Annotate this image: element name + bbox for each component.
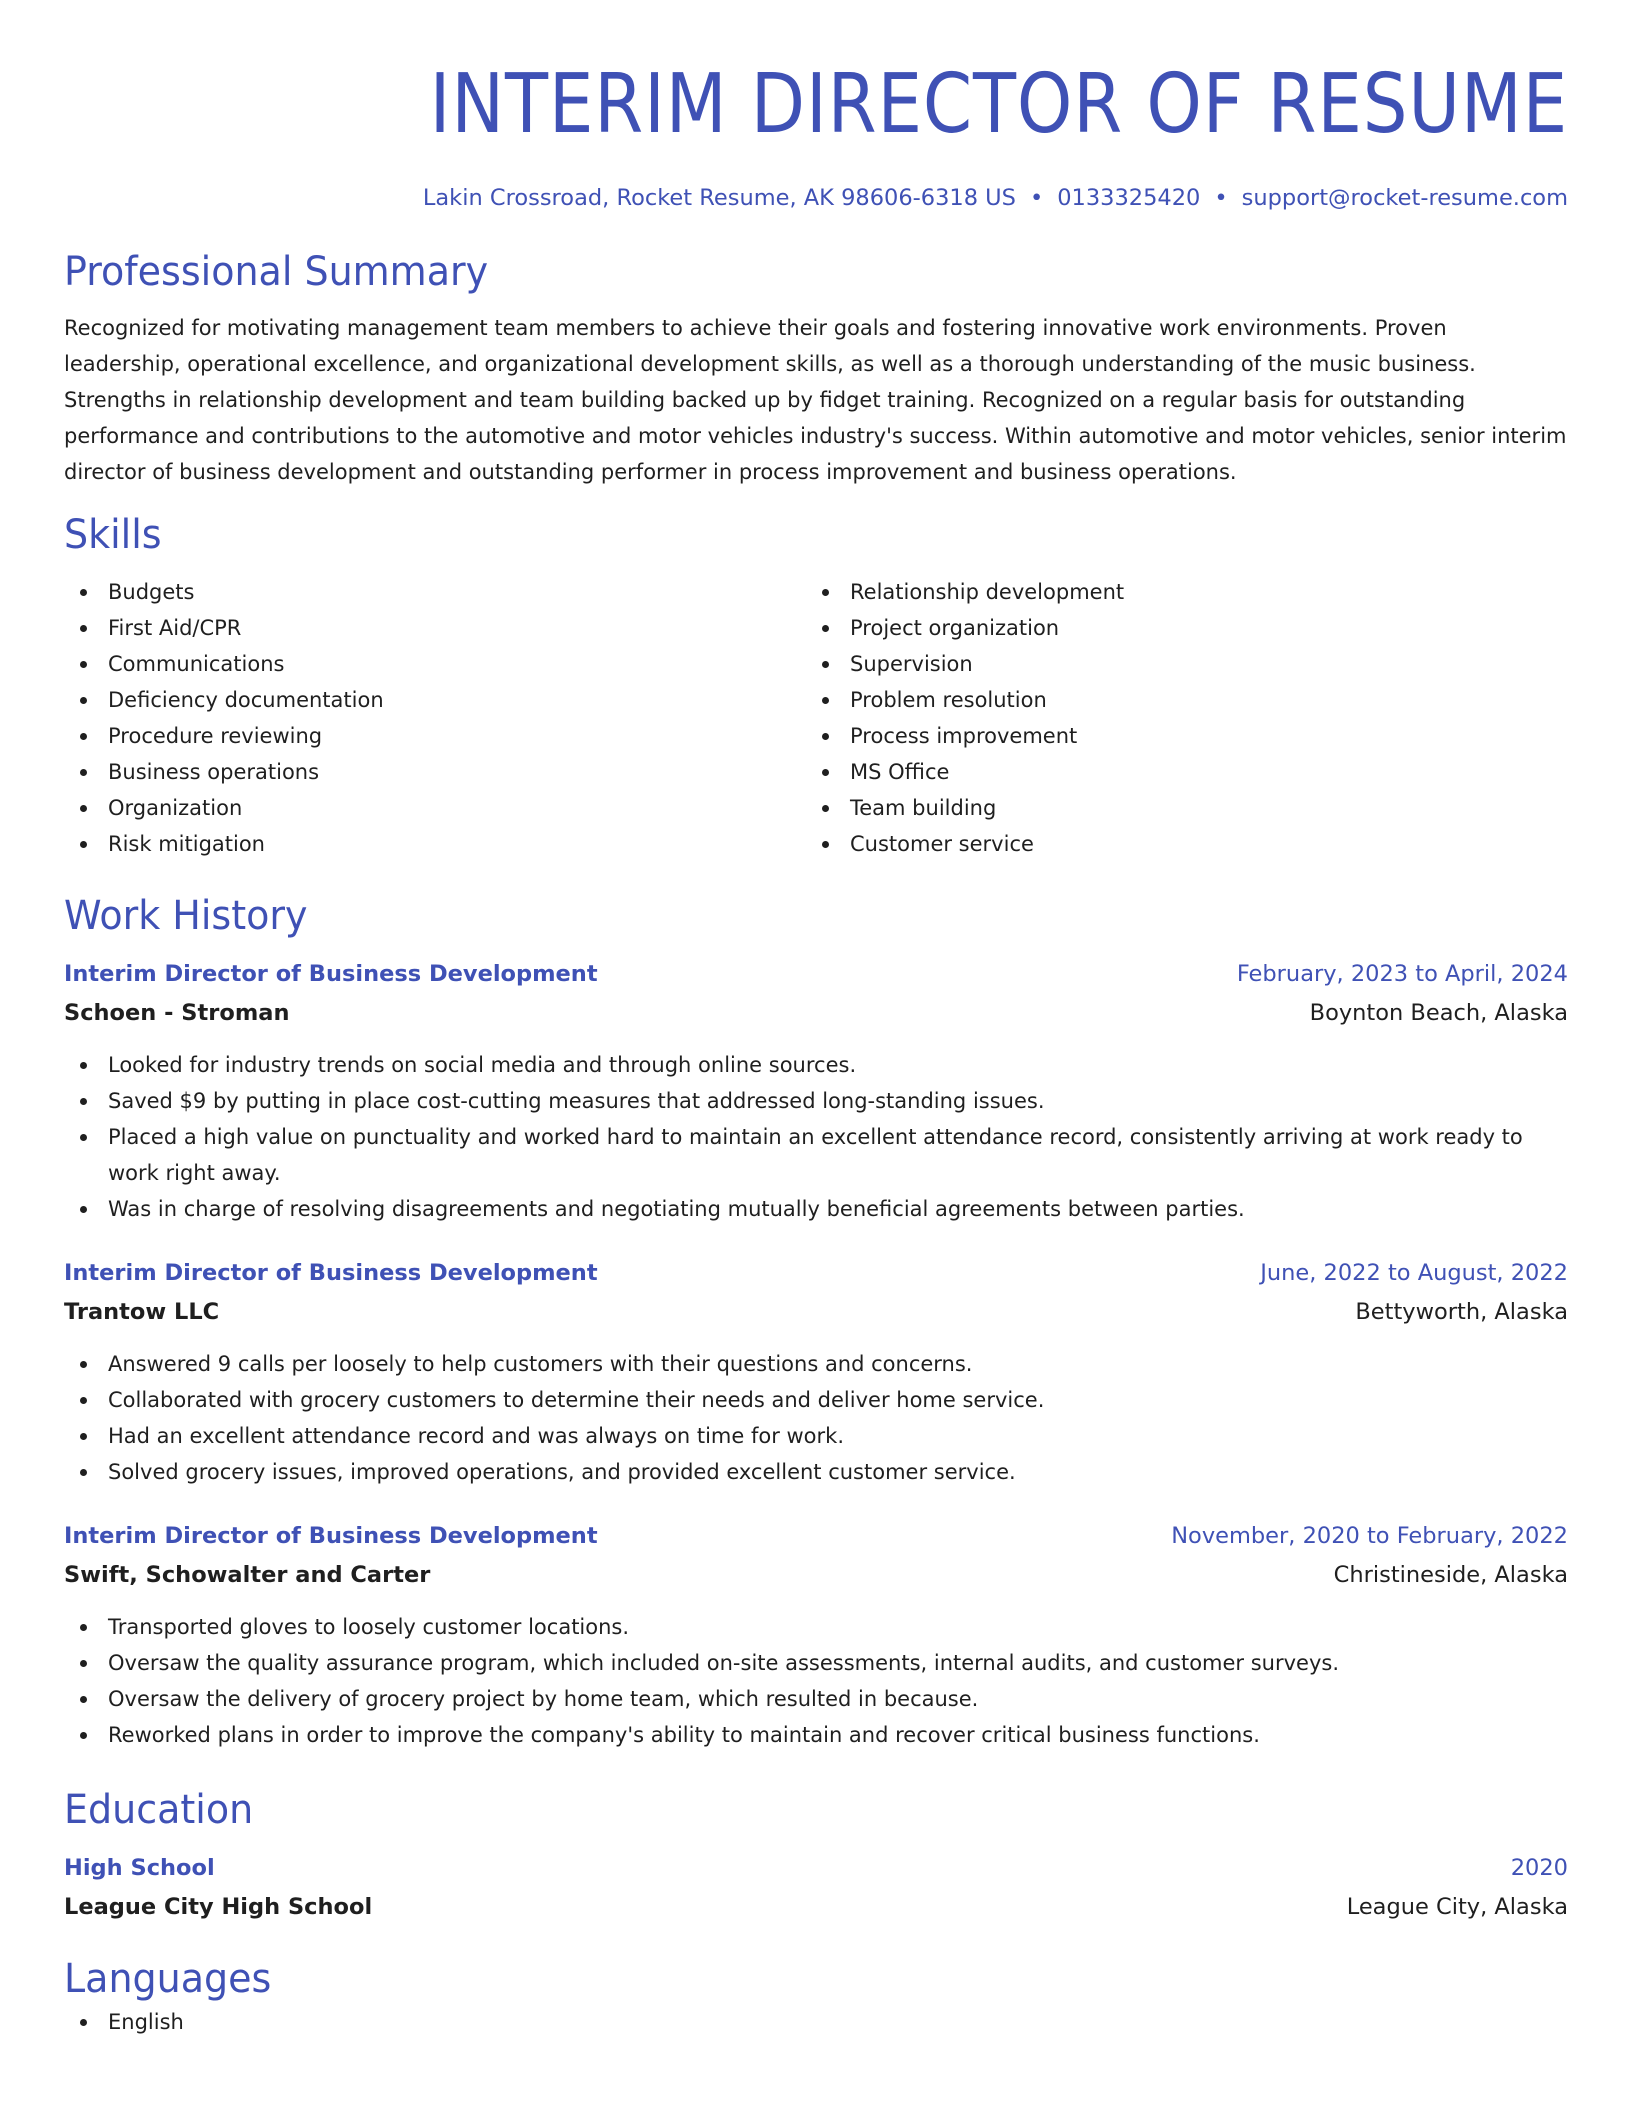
skill-item: Risk mitigation (64, 826, 806, 862)
language-item: English (64, 2004, 1568, 2040)
company-name: Trantow LLC (64, 1299, 220, 1325)
email-link[interactable]: support@rocket-resume.com (1241, 185, 1568, 211)
job-header-row (64, 1255, 1568, 1291)
languages-section (64, 1954, 1568, 2040)
education-heading: Education (64, 1787, 254, 1833)
job-location: Boynton Beach, Alaska (1309, 1000, 1568, 1026)
job-bullet: Answered 9 calls per loosely to help customers with their questions and concerns. (64, 1346, 1568, 1382)
summary-text: Recognized for motivating management team members to achieve their goals and fostering innovative work environments. Proven leadership, operational excellence, and organizational development skills, as well as a thorough understanding of the music business. Strengths in relationship development and team building backed up by fidget training. Recognized on a regular basis for outstanding performance and contributions to the automotive and motor vehicles industry's success. Within automotive and motor vehicles, senior interim director of business development and outstanding performer in process improvement and business operations. (64, 316, 1567, 484)
skill-item: MS Office (806, 754, 1548, 790)
job-dates: June, 2022 to August, 2022 (1260, 1260, 1568, 1286)
job-company-row (64, 1554, 1568, 1593)
languages-heading: Languages (64, 1956, 272, 2002)
job-bullet: Had an excellent attendance record and was always on time for work. (64, 1418, 1568, 1454)
job-location: Christineside, Alaska (1333, 1562, 1568, 1588)
company-name: Swift, Schowalter and Carter (64, 1562, 431, 1588)
skill-item: Supervision (806, 646, 1548, 682)
skill-item: Budgets (64, 574, 806, 610)
skill-item: Communications (64, 646, 806, 682)
separator-dot: • (1214, 185, 1228, 211)
job-header-row (64, 1518, 1568, 1554)
skill-item: Problem resolution (806, 682, 1548, 718)
skills-grid (64, 574, 1568, 862)
skill-item: Procedure reviewing (64, 718, 806, 754)
job-bullet: Transported gloves to loosely customer locations. (64, 1609, 1568, 1645)
job-company-row (64, 992, 1568, 1031)
job-bullet: Oversaw the delivery of grocery project by home team, which resulted in because. (64, 1681, 1568, 1717)
skill-item: Project organization (806, 610, 1548, 646)
skills-column-right (806, 574, 1548, 862)
school-location: League City, Alaska (1346, 1894, 1568, 1920)
skill-item: Team building (806, 790, 1548, 826)
job-bullet: Placed a high value on punctuality and worked hard to maintain an excellent attendance record, consistently arriving at work ready to work right away. (64, 1119, 1568, 1191)
job-bullet: Looked for industry trends on social media and through online sources. (64, 1047, 1568, 1083)
job-title: Interim Director of Business Development (64, 961, 598, 987)
job-bullet: Was in charge of resolving disagreements and negotiating mutually beneficial agreements between parties. (64, 1191, 1568, 1227)
job-location: Bettyworth, Alaska (1355, 1299, 1568, 1325)
languages-list (64, 2004, 1568, 2040)
job-bullets (64, 1346, 1568, 1490)
job-dates: November, 2020 to February, 2022 (1171, 1523, 1568, 1549)
job-header-row (64, 956, 1568, 992)
job-dates: February, 2023 to April, 2024 (1236, 961, 1568, 987)
work-history-section (64, 891, 1568, 1753)
work-history-heading: Work History (64, 893, 308, 939)
graduation-year: 2020 (1510, 1855, 1568, 1881)
skills-heading: Skills (64, 512, 162, 558)
phone: 0133325420 (1057, 185, 1201, 211)
job-entry (64, 956, 1568, 1227)
company-name: Schoen - Stroman (64, 1000, 290, 1026)
summary-section (64, 247, 1568, 490)
education-section (64, 1785, 1568, 1925)
job-bullets (64, 1609, 1568, 1753)
education-school-row (64, 1886, 1568, 1925)
job-bullet: Collaborated with grocery customers to determine their needs and deliver home service. (64, 1382, 1568, 1418)
job-bullet: Saved $9 by putting in place cost-cutting measures that addressed long-standing issues. (64, 1083, 1568, 1119)
resume-header (64, 0, 1568, 214)
education-header-row (64, 1850, 1568, 1886)
contact-line (64, 182, 1568, 214)
job-entry (64, 1255, 1568, 1490)
education-entry (64, 1850, 1568, 1925)
job-entry (64, 1518, 1568, 1753)
job-bullet: Oversaw the quality assurance program, which included on-site assessments, internal audits, and customer surveys. (64, 1645, 1568, 1681)
skills-list-left (64, 574, 806, 862)
summary-heading: Professional Summary (64, 249, 489, 295)
job-bullets (64, 1047, 1568, 1227)
address: Lakin Crossroad, Rocket Resume, AK 98606-6318 US (422, 185, 1016, 211)
skill-item: Customer service (806, 826, 1548, 862)
school-name: League City High School (64, 1894, 373, 1920)
skill-item: Organization (64, 790, 806, 826)
skills-section (64, 510, 1568, 862)
job-bullet: Solved grocery issues, improved operations, and provided excellent customer service. (64, 1454, 1568, 1490)
skill-item: Relationship development (806, 574, 1548, 610)
skills-column-left (64, 574, 806, 862)
skill-item: Business operations (64, 754, 806, 790)
job-title: Interim Director of Business Development (64, 1523, 598, 1549)
job-bullet: Reworked plans in order to improve the company's ability to maintain and recover critical business functions. (64, 1717, 1568, 1753)
skill-item: First Aid/CPR (64, 610, 806, 646)
skill-item: Process improvement (806, 718, 1548, 754)
separator-dot: • (1029, 185, 1044, 211)
degree: High School (64, 1855, 215, 1881)
skill-item: Deficiency documentation (64, 682, 806, 718)
candidate-name: INTERIM DIRECTOR OF RESUME (429, 57, 1569, 152)
skills-list-right (806, 574, 1548, 862)
job-company-row (64, 1291, 1568, 1330)
job-title: Interim Director of Business Development (64, 1260, 598, 1286)
